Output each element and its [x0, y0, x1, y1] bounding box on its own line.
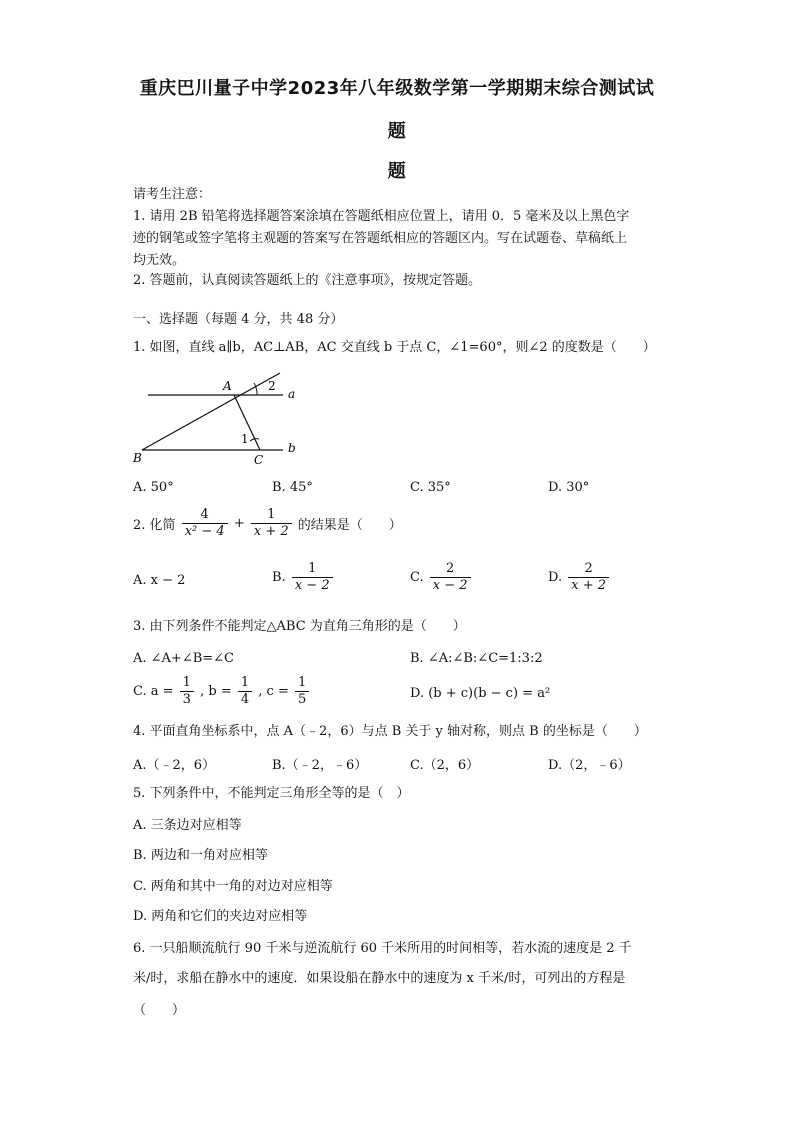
exam-title-line3: 题 — [387, 161, 407, 182]
q3-frac-a-den: 3 — [182, 692, 191, 707]
q2-option-a: A. x − 2 — [133, 573, 186, 588]
q3-option-c-b: , b = — [200, 684, 232, 699]
q2-option-d-label: D. — [548, 570, 563, 585]
q6-line3: （ ） — [133, 1003, 186, 1018]
q1-option-b: B. 45° — [272, 480, 313, 495]
q2-f2-den: x + 2 — [253, 524, 289, 539]
q4-stem: 4. 平面直角坐标系中，点 A（﹣2，6）与点 B 关于 y 轴对称，则点 B 的坐标是（ ） — [133, 724, 647, 739]
q2-option-c-label: C. — [410, 570, 424, 585]
q3-frac-c-num: 1 — [295, 675, 309, 692]
q5-option-c: C. 两角和其中一角的对边对应相等 — [133, 879, 333, 894]
figure-label-2: 2 — [268, 379, 276, 393]
q3-frac-b-den: 4 — [240, 692, 250, 707]
figure-label-C: C — [254, 453, 264, 467]
q3-frac-b — [238, 675, 252, 708]
q2-suffix: 的结果是（ ） — [297, 518, 402, 533]
q1-option-a: A. 50° — [133, 480, 174, 495]
exam-title-line2: 题 — [387, 121, 407, 142]
q4-option-a: A.（﹣2，6） — [133, 758, 216, 773]
figure-label-1: 1 — [241, 432, 249, 446]
figure-label-B: B — [133, 451, 142, 465]
q5-option-b: B. 两边和一角对应相等 — [133, 848, 268, 863]
q5-option-a: A. 三条边对应相等 — [133, 818, 242, 833]
q5-option-d: D. 两角和它们的夹边对应相等 — [133, 909, 308, 924]
notice-item1-a: 1. 请用 2B 铅笔将选择题答案涂填在答题纸相应位置上，请用 0．5 毫米及以上黑色字 — [133, 209, 630, 224]
q2-f1-den: x² − 4 — [184, 524, 225, 539]
q3-frac-c — [295, 675, 309, 708]
q3-frac-c-den: 5 — [298, 692, 307, 707]
figure-label-A: A — [223, 379, 232, 393]
q2-fraction-1 — [182, 507, 228, 540]
q2-option-c-num: 2 — [430, 561, 471, 578]
q2-plus: + — [233, 516, 245, 531]
q2-option-c-fraction — [430, 561, 471, 594]
q2-f1-num: 4 — [182, 507, 228, 524]
q6-line2: 米/时，求船在静水中的速度．如果设船在静水中的速度为 x 千米/时，可列出的方程是 — [133, 971, 626, 986]
q4-option-d: D.（2，﹣6） — [548, 758, 631, 773]
figure-label-a: a — [288, 387, 296, 401]
section-heading: 一、选择题（每题 4 分，共 48 分） — [133, 312, 344, 327]
q4-option-b: B.（﹣2，﹣6） — [272, 758, 368, 773]
q2-option-c — [410, 561, 473, 594]
q2-option-d — [548, 561, 611, 594]
q3-option-c-label: C. a = — [133, 684, 174, 699]
q2-option-c-den: x − 2 — [432, 578, 468, 593]
q2-option-b — [272, 561, 335, 594]
q2-prefix: 2. 化简 — [133, 518, 176, 533]
q3-option-c — [133, 675, 311, 708]
q2-option-b-den: x − 2 — [294, 578, 330, 593]
q2-option-b-num: 1 — [292, 561, 333, 578]
q6-line1: 6. 一只船顺流航行 90 千米与逆流航行 60 千米所用的时间相等，若水流的速度是 2 千 — [133, 941, 632, 956]
q1-stem: 1. 如图，直线 a∥b，AC⊥AB，AC 交直线 b 于点 C，∠1=60°，则∠2 的度数是（ ） — [133, 340, 656, 355]
q1-figure — [128, 368, 308, 468]
q1-option-c: C. 35° — [410, 480, 451, 495]
q3-frac-a-num: 1 — [180, 675, 194, 692]
q2-fraction-2 — [251, 507, 292, 540]
q1-option-d: D. 30° — [548, 480, 590, 495]
q2-option-b-fraction — [292, 561, 333, 594]
q3-option-a: A. ∠A+∠B=∠C — [133, 651, 235, 666]
exam-title-line1: 重庆巴川量子中学2023年八年级数学第一学期期末综合测试试 — [139, 78, 655, 99]
q3-frac-b-num: 1 — [238, 675, 252, 692]
q3-stem: 3. 由下列条件不能判定△ABC 为直角三角形的是（ ） — [133, 619, 466, 634]
q2-option-d-fraction — [568, 561, 609, 594]
q2-option-d-den: x + 2 — [571, 578, 606, 593]
q3-option-b: B. ∠A:∠B:∠C=1:3:2 — [410, 651, 543, 666]
notice-heading: 请考生注意： — [133, 187, 212, 202]
notice-item1-b: 迹的钢笔或签字笔将主观题的答案写在答题纸相应的答题区内。写在试题卷、草稿纸上 — [133, 231, 628, 246]
notice-item1-c: 均无效。 — [133, 253, 186, 268]
q2-option-b-label: B. — [272, 570, 286, 585]
notice-item2: 2. 答题前，认真阅读答题纸上的《注意事项》，按规定答题。 — [133, 273, 482, 288]
q3-frac-a — [180, 675, 194, 708]
q4-option-c: C.（2，6） — [410, 758, 480, 773]
q2-stem — [133, 507, 402, 540]
q3-option-c-c: , c = — [258, 684, 289, 699]
q5-stem: 5. 下列条件中，不能判定三角形全等的是（ ） — [133, 786, 410, 801]
q3-option-d: D. (b + c)(b − c) = a² — [410, 686, 551, 701]
q2-option-d-num: 2 — [568, 561, 609, 578]
figure-label-b: b — [288, 441, 296, 455]
q2-f2-num: 1 — [251, 507, 292, 524]
